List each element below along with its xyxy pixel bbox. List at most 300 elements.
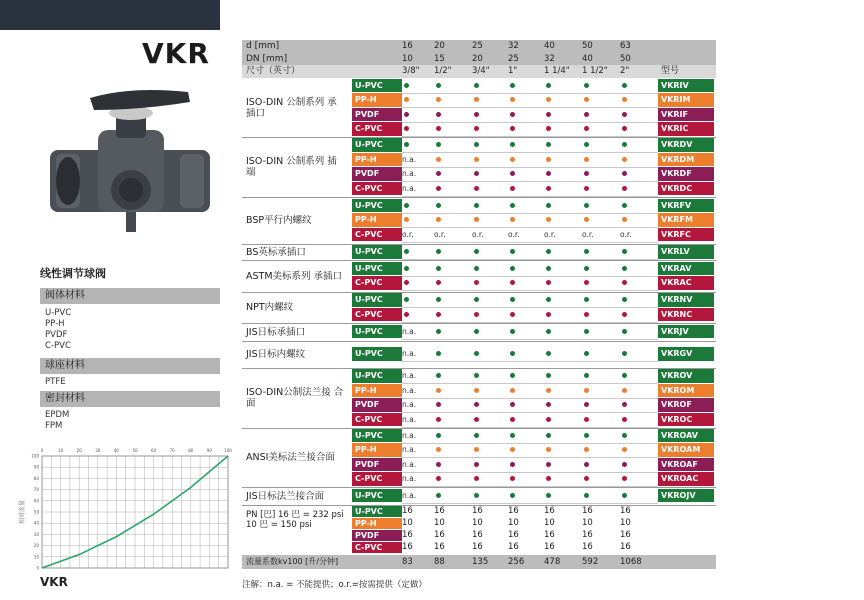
pn-cell: 16 xyxy=(472,541,483,552)
model-code: VKRDV xyxy=(658,138,714,152)
model-code: VKRFV xyxy=(658,199,714,213)
group-label: JIS日标承插口 xyxy=(246,326,306,338)
availability-dot xyxy=(510,388,515,393)
availability-dot xyxy=(622,83,627,88)
chart-x-tick: 10 xyxy=(58,448,64,453)
availability-dot xyxy=(622,142,627,147)
chart-x-tick: 30 xyxy=(95,448,101,453)
availability-dot xyxy=(404,83,409,88)
availability-dot xyxy=(622,493,627,498)
availability-text: n.a. xyxy=(402,490,417,500)
availability-dot xyxy=(510,373,515,378)
header-row-label: 尺寸（英寸） xyxy=(246,66,301,76)
availability-dot xyxy=(622,249,627,254)
availability-dot xyxy=(622,203,627,208)
availability-dot xyxy=(436,388,441,393)
pn-cell: 16 xyxy=(620,505,631,516)
availability-dot xyxy=(510,142,515,147)
availability-dot xyxy=(474,462,479,467)
material-heading-body: 阀体材料 xyxy=(40,288,220,304)
availability-dot xyxy=(510,402,515,407)
brand-logo: VKR xyxy=(142,37,210,70)
availability-dot xyxy=(622,402,627,407)
availability-text: o.r. xyxy=(544,229,556,239)
header-cell: 3/8" xyxy=(402,66,420,76)
group-label: JIS日标法兰接合面 xyxy=(246,490,325,502)
availability-text: n.a. xyxy=(402,349,417,359)
availability-dot xyxy=(546,373,551,378)
availability-text: o.r. xyxy=(402,229,414,239)
material-tag: U-PVC xyxy=(352,79,402,93)
availability-dot xyxy=(436,373,441,378)
table-note: 注解：n.a. = 不能提供；o.r.=按需提供（定做） xyxy=(242,580,427,590)
model-code: VKROAM xyxy=(658,443,714,457)
material-tag: C-PVC xyxy=(352,182,402,196)
availability-dot xyxy=(436,83,441,88)
availability-dot xyxy=(474,142,479,147)
pn-cell: 10 xyxy=(544,517,555,528)
pn-cell: 16 xyxy=(544,541,555,552)
availability-dot xyxy=(584,312,589,317)
availability-dot xyxy=(474,203,479,208)
availability-dot xyxy=(584,83,589,88)
availability-text: n.a. xyxy=(402,414,417,424)
material-tag: C-PVC xyxy=(352,472,402,486)
model-code: VKROAV xyxy=(658,429,714,443)
availability-dot xyxy=(436,433,441,438)
model-code: VKRDC xyxy=(658,182,714,196)
availability-dot xyxy=(622,112,627,117)
pn-cell: 16 xyxy=(508,541,519,552)
availability-dot xyxy=(546,142,551,147)
material-heading-seal: 密封材料 xyxy=(40,391,220,407)
availability-dot xyxy=(510,312,515,317)
group-label: ASTM美标系列 承插口 xyxy=(246,270,343,282)
material-tag: C-PVC xyxy=(352,276,402,290)
pn-cell: 10 xyxy=(472,517,483,528)
availability-dot xyxy=(584,203,589,208)
header-cell: 1" xyxy=(508,66,518,76)
availability-text: o.r. xyxy=(434,229,446,239)
availability-dot xyxy=(474,312,479,317)
material-tag: U-PVC xyxy=(352,506,402,518)
availability-dot xyxy=(622,297,627,302)
availability-dot xyxy=(404,312,409,317)
header-cell: 63 xyxy=(620,41,631,51)
group-label: JIS日标内螺纹 xyxy=(246,349,306,360)
chart-x-tick: 70 xyxy=(169,448,175,453)
model-code: VKRNC xyxy=(658,308,714,322)
material-tag: C-PVC xyxy=(352,122,402,136)
availability-dot xyxy=(622,462,627,467)
availability-dot xyxy=(584,493,589,498)
availability-dot xyxy=(546,462,551,467)
availability-dot xyxy=(436,297,441,302)
group-label: BSP平行内螺纹 xyxy=(246,215,312,226)
availability-dot xyxy=(546,402,551,407)
model-code: VKRFM xyxy=(658,213,714,227)
chart-y-tick: 10 xyxy=(33,554,39,560)
pn-cell: 16 xyxy=(582,529,593,540)
material-tag: U-PVC xyxy=(352,325,402,339)
kv-cell: 478 xyxy=(544,556,561,567)
chart-y-tick: 40 xyxy=(33,520,39,526)
availability-dot xyxy=(546,83,551,88)
material-heading-seat: 球座材料 xyxy=(40,358,220,374)
availability-text: n.a. xyxy=(402,183,417,193)
availability-dot xyxy=(584,388,589,393)
chart-y-tick: 60 xyxy=(33,498,39,504)
material-tag: PP-H xyxy=(352,384,402,398)
chart-y-tick: 90 xyxy=(33,464,39,470)
pn-cell: 10 xyxy=(434,517,445,528)
material-tag: C-PVC xyxy=(352,228,402,242)
material-tag: U-PVC xyxy=(352,262,402,276)
material-tag: U-PVC xyxy=(352,199,402,213)
availability-dot xyxy=(584,433,589,438)
availability-dot xyxy=(510,329,515,334)
availability-dot xyxy=(622,126,627,131)
header-cell: 40 xyxy=(544,41,555,51)
model-code: VKRFC xyxy=(658,228,714,242)
model-code: VKROAC xyxy=(658,472,714,486)
chart-y-tick: 80 xyxy=(33,475,39,481)
chart-y-tick: 70 xyxy=(33,487,39,493)
availability-text: n.a. xyxy=(402,326,417,336)
availability-dot xyxy=(404,280,409,285)
model-code: VKROV xyxy=(658,369,714,383)
header-cell: 32 xyxy=(544,53,555,64)
availability-dot xyxy=(436,126,441,131)
availability-dot xyxy=(436,142,441,147)
header-cell: 16 xyxy=(402,41,413,51)
availability-dot xyxy=(474,447,479,452)
availability-text: o.r. xyxy=(582,229,594,239)
header-code-cell xyxy=(658,40,716,53)
availability-dot xyxy=(436,280,441,285)
availability-dot xyxy=(584,373,589,378)
kv-cell: 1068 xyxy=(620,556,642,567)
availability-dot xyxy=(584,447,589,452)
availability-dot xyxy=(510,417,515,422)
header-cell: 3/4" xyxy=(472,66,490,76)
material-tag: C-PVC xyxy=(352,308,402,322)
availability-dot xyxy=(510,171,515,176)
availability-dot xyxy=(436,312,441,317)
availability-dot xyxy=(474,186,479,191)
pn-cell: 16 xyxy=(582,505,593,516)
availability-dot xyxy=(510,493,515,498)
availability-dot xyxy=(474,433,479,438)
pn-cell: 16 xyxy=(544,505,555,516)
header-code-cell xyxy=(658,53,716,66)
availability-dot xyxy=(546,203,551,208)
material-tag: PVDF xyxy=(352,108,402,122)
material-tag: U-PVC xyxy=(352,293,402,307)
availability-dot xyxy=(404,112,409,117)
material-tag: C-PVC xyxy=(352,413,402,427)
availability-dot xyxy=(546,329,551,334)
availability-dot xyxy=(622,476,627,481)
availability-dot xyxy=(474,157,479,162)
kv-cell: 256 xyxy=(508,556,525,567)
pn-label: PN [巴] 16 巴 = 232 psi 10 巴 = 150 psi xyxy=(246,509,344,530)
availability-dot xyxy=(622,266,627,271)
availability-dot xyxy=(546,97,551,102)
material-tag: PP-H xyxy=(352,518,402,530)
pn-cell: 10 xyxy=(620,517,631,528)
material-item: U-PVC xyxy=(45,308,72,318)
availability-dot xyxy=(474,171,479,176)
kv-cell: 135 xyxy=(472,556,489,567)
availability-dot xyxy=(510,280,515,285)
availability-dot xyxy=(474,297,479,302)
availability-dot xyxy=(474,476,479,481)
availability-dot xyxy=(510,186,515,191)
header-row-label: DN [mm] xyxy=(246,53,288,64)
pn-cell: 16 xyxy=(472,505,483,516)
availability-dot xyxy=(436,171,441,176)
availability-dot xyxy=(546,157,551,162)
material-tag: U-PVC xyxy=(352,489,402,503)
availability-dot xyxy=(622,417,627,422)
pn-cell: 16 xyxy=(508,529,519,540)
availability-dot xyxy=(510,476,515,481)
kv-cell: 88 xyxy=(434,556,445,567)
chart-x-tick: 80 xyxy=(188,448,194,453)
chart-y-label: 相对流量 xyxy=(19,499,26,525)
pn-cell: 16 xyxy=(434,529,445,540)
availability-dot xyxy=(436,493,441,498)
header-cell: 20 xyxy=(472,53,483,64)
availability-dot xyxy=(510,97,515,102)
availability-dot xyxy=(436,97,441,102)
pn-cell: 16 xyxy=(508,505,519,516)
flow-characteristic-chart xyxy=(10,438,232,578)
availability-dot xyxy=(474,126,479,131)
model-code: VKRGV xyxy=(658,347,714,361)
availability-dot xyxy=(404,126,409,131)
availability-dot xyxy=(546,112,551,117)
availability-text: n.a. xyxy=(402,154,417,164)
model-code: VKRIV xyxy=(658,79,714,93)
availability-dot xyxy=(510,297,515,302)
pn-cell: 10 xyxy=(402,517,413,528)
header-cell: 2" xyxy=(620,66,630,76)
availability-dot xyxy=(622,186,627,191)
availability-dot xyxy=(474,266,479,271)
chart-x-tick: 50 xyxy=(132,448,138,453)
header-cell: 50 xyxy=(582,41,593,51)
availability-dot xyxy=(436,402,441,407)
header-cell: 25 xyxy=(508,53,519,64)
chart-y-tick: 100 xyxy=(31,453,39,459)
header-code-cell: 型号 xyxy=(658,65,716,78)
availability-dot xyxy=(474,280,479,285)
pn-cell: 16 xyxy=(544,529,555,540)
availability-text: n.a. xyxy=(402,371,417,380)
group-label: NPT内螺纹 xyxy=(246,302,294,313)
availability-dot xyxy=(404,203,409,208)
availability-dot xyxy=(584,249,589,254)
model-code: VKRIF xyxy=(658,108,714,122)
availability-dot xyxy=(584,186,589,191)
availability-dot xyxy=(622,373,627,378)
material-tag: C-PVC xyxy=(352,542,402,554)
header-cell: 20 xyxy=(434,41,445,51)
availability-dot xyxy=(584,126,589,131)
availability-dot xyxy=(546,433,551,438)
group-label: ISO-DIN公制法兰接 合面 xyxy=(246,387,344,409)
availability-dot xyxy=(584,171,589,176)
chart-y-tick: 30 xyxy=(33,531,39,537)
availability-dot xyxy=(584,142,589,147)
group-label: BS英标承插口 xyxy=(246,246,306,258)
availability-text: n.a. xyxy=(402,400,417,409)
chart-x-tick: 100 xyxy=(224,448,232,453)
header-cell: 15 xyxy=(434,53,445,64)
group-divider xyxy=(242,197,716,198)
pn-cell: 16 xyxy=(620,541,631,552)
availability-text: n.a. xyxy=(402,459,417,469)
model-code: VKROF xyxy=(658,398,714,412)
chart-x-tick: 20 xyxy=(76,448,82,453)
chart-x-tick: 0 xyxy=(40,448,44,453)
availability-dot xyxy=(436,329,441,334)
availability-dot xyxy=(436,447,441,452)
model-code: VKROAF xyxy=(658,458,714,472)
availability-dot xyxy=(546,417,551,422)
material-tag: PP-H xyxy=(352,93,402,107)
footer-brand: VKR xyxy=(40,575,68,589)
availability-text: o.r. xyxy=(620,229,632,239)
availability-dot xyxy=(404,249,409,254)
availability-text: o.r. xyxy=(472,229,484,239)
header-cell: 40 xyxy=(582,53,593,64)
material-tag: PP-H xyxy=(352,443,402,457)
availability-dot xyxy=(584,476,589,481)
model-code: VKRLV xyxy=(658,245,714,259)
availability-dot xyxy=(546,388,551,393)
availability-dot xyxy=(546,280,551,285)
pn-cell: 16 xyxy=(620,529,631,540)
availability-text: n.a. xyxy=(402,169,417,178)
header-cell: 25 xyxy=(472,41,483,51)
availability-dot xyxy=(474,112,479,117)
availability-dot xyxy=(622,171,627,176)
group-label: ISO-DIN 公制系列 承插口 xyxy=(246,96,337,119)
availability-dot xyxy=(436,476,441,481)
pn-cell: 10 xyxy=(508,517,519,528)
pn-cell: 16 xyxy=(402,541,413,552)
availability-dot xyxy=(474,329,479,334)
availability-dot xyxy=(546,126,551,131)
availability-dot xyxy=(404,142,409,147)
header-cell: 50 xyxy=(620,53,631,64)
material-item: EPDM xyxy=(45,410,70,420)
pn-cell: 16 xyxy=(402,505,413,516)
availability-dot xyxy=(584,462,589,467)
availability-dot xyxy=(510,447,515,452)
group-label: ANSI美标法兰接合面 xyxy=(246,452,335,463)
availability-dot xyxy=(622,388,627,393)
material-tag: U-PVC xyxy=(352,138,402,152)
header-row-label: d [mm] xyxy=(246,41,280,51)
availability-dot xyxy=(510,112,515,117)
model-table xyxy=(242,40,716,568)
header-cell: 1 1/4" xyxy=(544,66,570,76)
availability-dot xyxy=(622,433,627,438)
availability-dot xyxy=(546,171,551,176)
pn-cell: 16 xyxy=(472,529,483,540)
material-tag: U-PVC xyxy=(352,429,402,443)
material-tag: PVDF xyxy=(352,458,402,472)
availability-dot xyxy=(510,83,515,88)
availability-dot xyxy=(546,266,551,271)
availability-dot xyxy=(622,447,627,452)
material-tag: PVDF xyxy=(352,167,402,181)
pn-cell: 16 xyxy=(402,529,413,540)
header-cell: 32 xyxy=(508,41,519,51)
kv-label: 流量系数kv100 [升/分钟] xyxy=(246,556,339,566)
availability-dot xyxy=(622,157,627,162)
availability-dot xyxy=(584,297,589,302)
availability-dot xyxy=(436,417,441,422)
kv-cell: 83 xyxy=(402,556,413,567)
availability-dot xyxy=(474,83,479,88)
chart-x-tick: 40 xyxy=(113,448,119,453)
model-code: VKRAC xyxy=(658,276,714,290)
chart-y-tick: 20 xyxy=(33,543,39,549)
availability-dot xyxy=(436,203,441,208)
group-divider xyxy=(242,341,716,342)
availability-dot xyxy=(474,97,479,102)
availability-dot xyxy=(436,266,441,271)
model-code: VKRJV xyxy=(658,325,714,339)
model-code: VKRDM xyxy=(658,153,714,167)
availability-dot xyxy=(510,157,515,162)
model-code: VKROC xyxy=(658,413,714,427)
availability-text: o.r. xyxy=(508,229,520,239)
product-title: 线性调节球阀 xyxy=(40,267,106,280)
material-item: PP-H xyxy=(45,319,65,329)
model-code: VKROJV xyxy=(658,489,714,503)
availability-dot xyxy=(546,249,551,254)
availability-dot xyxy=(474,493,479,498)
availability-dot xyxy=(510,462,515,467)
availability-dot xyxy=(436,186,441,191)
kv-cell: 592 xyxy=(582,556,599,567)
header-cell: 10 xyxy=(402,53,413,64)
availability-dot xyxy=(510,433,515,438)
availability-dot xyxy=(584,112,589,117)
header-cell: 1/2" xyxy=(434,66,452,76)
availability-dot xyxy=(622,280,627,285)
availability-dot xyxy=(622,97,627,102)
material-item: FPM xyxy=(45,421,63,431)
availability-dot xyxy=(474,249,479,254)
header-cell: 1 1/2" xyxy=(582,66,608,76)
availability-dot xyxy=(546,493,551,498)
material-tag: PVDF xyxy=(352,398,402,412)
chart-y-tick: 50 xyxy=(33,509,39,515)
availability-dot xyxy=(510,203,515,208)
model-code: VKROM xyxy=(658,384,714,398)
availability-dot xyxy=(622,312,627,317)
availability-dot xyxy=(474,417,479,422)
availability-text: n.a. xyxy=(402,430,417,440)
material-item: C-PVC xyxy=(45,341,71,351)
